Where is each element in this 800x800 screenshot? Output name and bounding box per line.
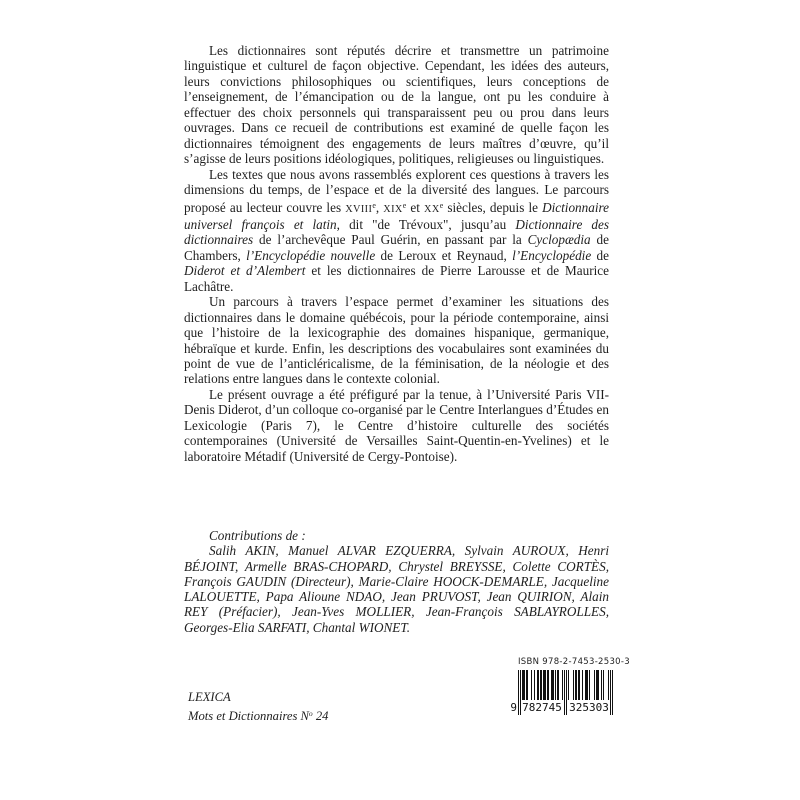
contributions-heading: Contributions de : (209, 528, 306, 543)
blurb-paragraph-2: Les textes que nous avons rassemblés explorent ces questions à travers les dimensions du temps, de l’espace et de la diversité des langues. Le parcours proposé au lecteur couvre les XVIIIe, XIXe et XXe siècles, depuis le Dictionnaire universel françois et latin, dit "de Trévoux", jusqu’au Dictionnaire des dictionnaires de l’archevêque Paul Guérin, en passant par la Cyclopædia de Chambers, l’Encyclopédie nouvelle de Leroux et Reynaud, l’Encyclopédie de Diderot et d’Alembert et les dictionnaires de Pierre Larousse et de Maurice Lachâtre. (184, 166, 609, 294)
series-footer (188, 689, 328, 724)
blurb-paragraph-3: Un parcours à travers l’espace permet d’examiner les situations des dictionnaires dans le domaine québécois, pour la période contemporaine, ainsi que l’histoire de la lexicographie des domaines hispanique, germanique, hébraïque et kurde. Enfin, les descriptions des vocabulaires sont examinées du point de vue de l’anticléricalisme, de la féminisation, de la néologie et des relations entre langues dans le contexte colonial. (184, 294, 609, 387)
isbn-label: ISBN 978-2-7453-2530-3 (518, 657, 630, 667)
blurb-paragraph-4: Le présent ouvrage a été préfiguré par la tenue, à l’Université Paris VII-Denis Diderot, d’un colloque co-organisé par le Centre Interlangues d’Études en Lexicologie (Paris 7), le Centre d’histoire culturelle des sociétés contemporaines (Université de Versailles Saint-Quentin-en-Yvelines) et le laboratoire Métadif (Université de Cergy-Pontoise). (184, 386, 609, 464)
blurb (184, 43, 609, 464)
barcode-digit-first: 9 (510, 701, 517, 714)
blurb-paragraph-1: Les dictionnaires sont réputés décrire et transmettre un patrimoine linguistique et culturel de façon objective. Cependant, les idées des auteurs, leurs convictions philosophiques ou scientifiques, leurs conceptions de l’enseignement, de l’émancipation ou de la langue, ont pu les conduire à effectuer des choix personnels qui transparaissent peu ou prou dans leurs ouvrages. Dans ce recueil de contributions est examiné de quelle façon les dictionnaires témoignent des engagements de leurs maîtres d’œuvre, qu’il s’agisse de leurs positions idéologiques, politiques, religieuses ou linguistiques. (184, 43, 609, 167)
barcode-digits-right: 325303 (569, 701, 609, 714)
isbn-block (504, 657, 630, 719)
contributions-section (184, 528, 609, 635)
collection-title: LEXICA (188, 690, 231, 704)
contributors-list: Salih AKIN, Manuel ALVAR EZQUERRA, Sylvain AUROUX, Henri BÉJOINT, Armelle BRAS-CHOPARD, Chrystel BREYSSE, Colette CORTÈS, François GAUDIN (Directeur), Marie-Claire HOOCK-DEMARLE, Jacqueline LALOUETTE, Papa Alioune NDAO, Jean PRUVOST, Jean QUIRION, Alain REY (Préfacier), Jean-Yves MOLLIER, Jean-François SABLAYROLLES, Georges-Elia SARFATI, Chantal WIONET. (184, 543, 609, 635)
series-title: Mots et Dictionnaires $N^o$ 24 (188, 708, 329, 723)
barcode-digits-left: 782745 (522, 701, 562, 714)
